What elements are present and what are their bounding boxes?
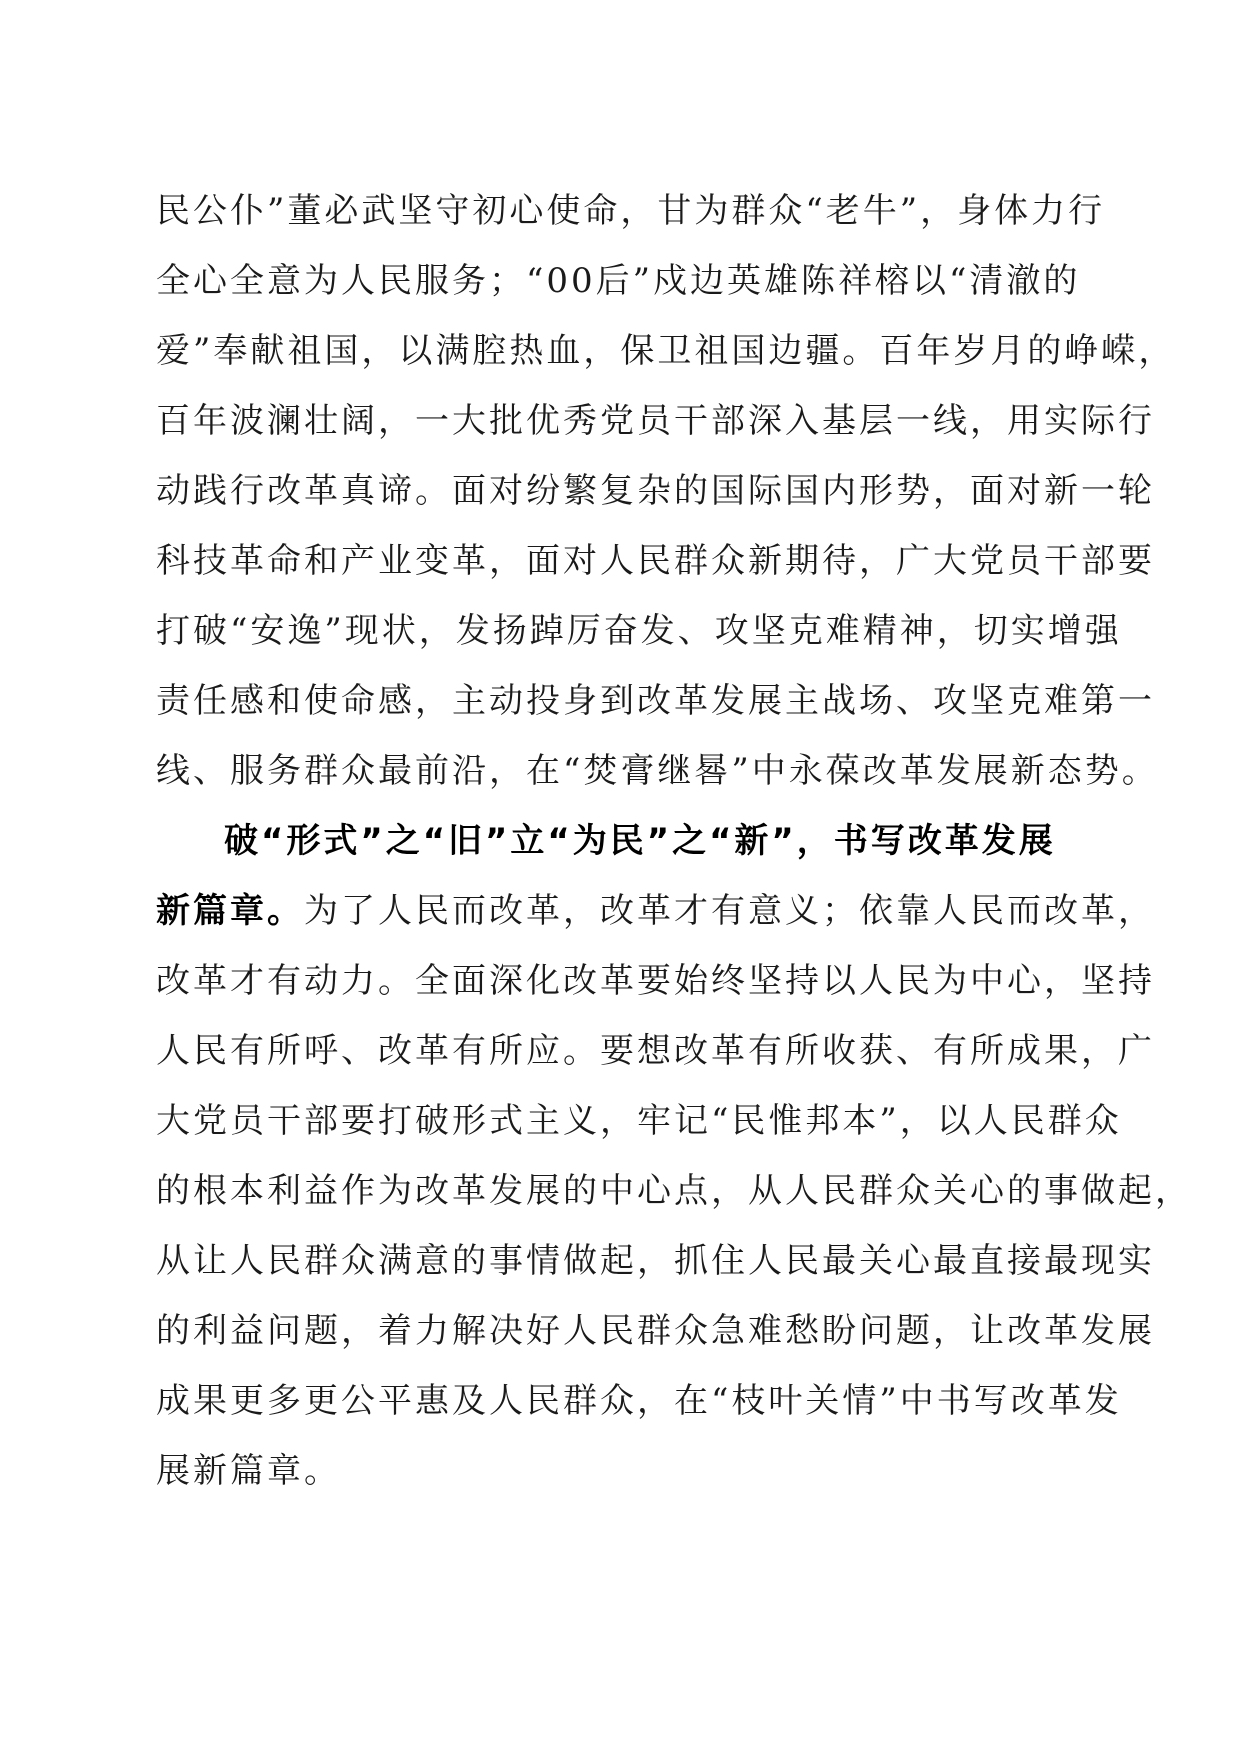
text-line: 的根本利益作为改革发展的中心点，从人民群众关心的事做起， xyxy=(156,1171,1192,1211)
section-heading-end: 新篇章。 xyxy=(156,891,304,931)
text-line-rest: 为了人民而改革，改革才有意义；依靠人民而改革， xyxy=(304,891,1155,931)
text-line: 动践行改革真谛。面对纷繁复杂的国际国内形势，面对新一轮 xyxy=(156,471,1155,511)
document-body xyxy=(156,176,1192,1506)
text-line: 大党员干部要打破形式主义，牢记“民惟邦本”，以人民群众 xyxy=(156,1101,1122,1141)
text-line: 爱”奉献祖国，以满腔热血，保卫祖国边疆。百年岁月的峥嵘， xyxy=(156,331,1176,371)
text-line: 改革才有动力。全面深化改革要始终坚持以人民为中心，坚持 xyxy=(156,961,1155,1001)
paragraph-1 xyxy=(156,176,1176,806)
text-line: 民公仆”董必武坚守初心使命，甘为群众“老牛”，身体力行 xyxy=(156,191,1106,231)
section-heading: 破“形式”之“旧”立“为民”之“新”，书写改革发展 xyxy=(224,821,1056,861)
paragraph-2 xyxy=(156,806,1192,1506)
text-line: 科技革命和产业变革，面对人民群众新期待，广大党员干部要 xyxy=(156,541,1155,581)
text-line: 责任感和使命感，主动投身到改革发展主战场、攻坚克难第一 xyxy=(156,681,1155,721)
text-line: 成果更多更公平惠及人民群众，在“枝叶关情”中书写改革发 xyxy=(156,1381,1122,1421)
text-line: 的利益问题，着力解决好人民群众急难愁盼问题，让改革发展 xyxy=(156,1311,1155,1351)
text-line: 百年波澜壮阔，一大批优秀党员干部深入基层一线，用实际行 xyxy=(156,401,1155,441)
text-line xyxy=(156,876,1155,946)
text-line: 从让人民群众满意的事情做起，抓住人民最关心最直接最现实 xyxy=(156,1241,1155,1281)
text-line: 人民有所呼、改革有所应。要想改革有所收获、有所成果，广 xyxy=(156,1031,1155,1071)
text-line: 打破“安逸”现状，发扬踔厉奋发、攻坚克难精神，切实增强 xyxy=(156,611,1122,651)
text-line: 线、服务群众最前沿，在“焚膏继晷”中永葆改革发展新态势。 xyxy=(156,751,1159,791)
text-line: 展新篇章。 xyxy=(156,1451,341,1491)
text-line: 全心全意为人民服务；“00后”戍边英雄陈祥榕以“清澈的 xyxy=(156,261,1081,301)
